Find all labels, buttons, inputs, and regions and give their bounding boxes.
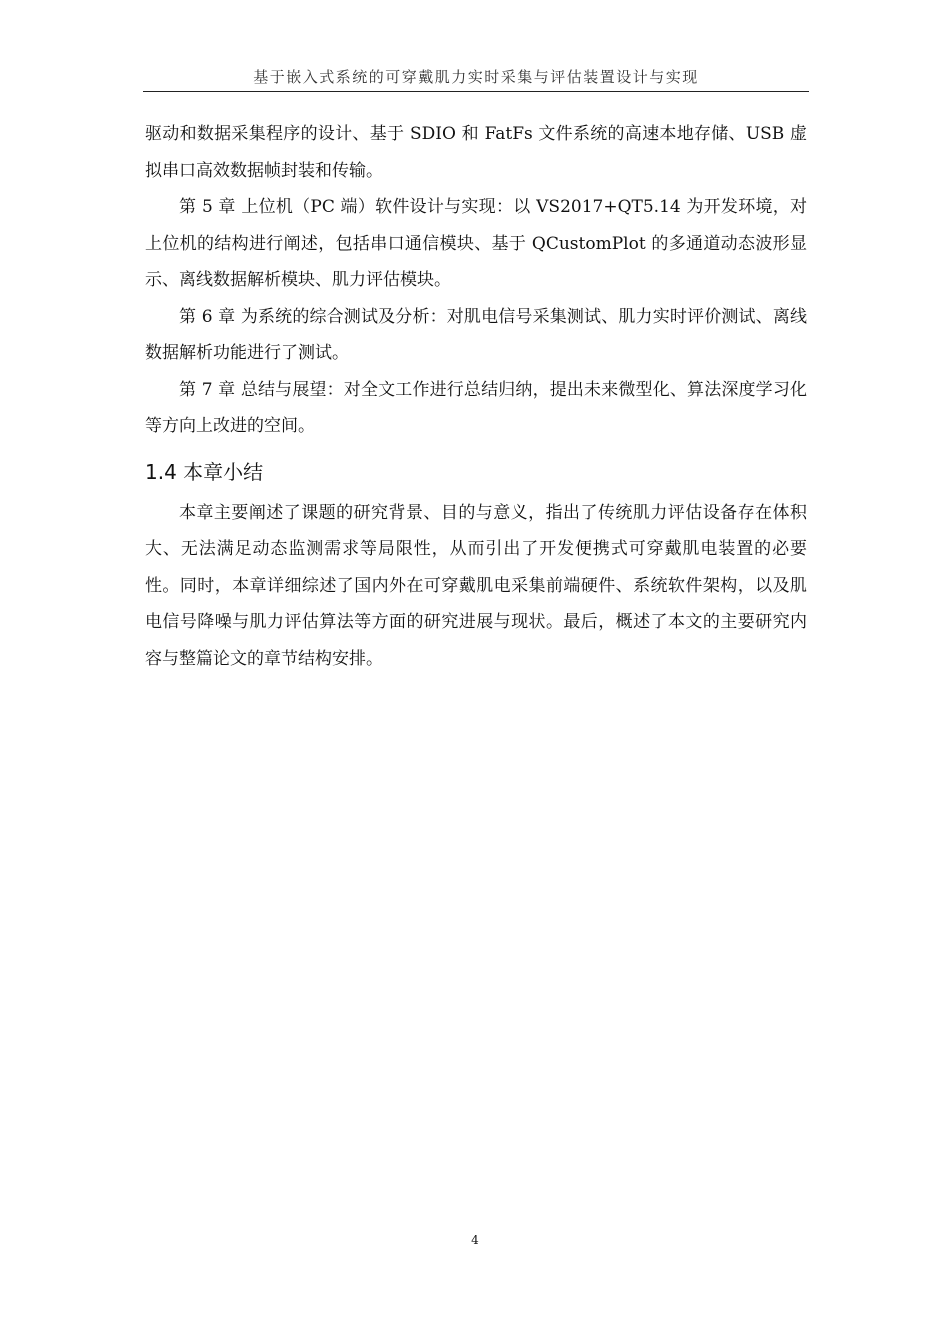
paragraph-chapter-6: 第 6 章 为系统的综合测试及分析：对肌电信号采集测试、肌力实时评价测试、离线数据解析功能进行了测试。: [145, 306, 807, 363]
paragraph-summary: 本章主要阐述了课题的研究背景、目的与意义，指出了传统肌力评估设备存在体积大、无法满足动态监测需求等局限性，从而引出了开发便携式可穿戴肌电装置的必要性。同时，本章详细综述了国内外在可穿戴肌电采集前端硬件、系统软件架构，以及肌电信号降噪与肌力评估算法等方面的研究进展与现状。最后，概述了本文的主要研究内容与整篇论文的章节结构安排。: [145, 502, 807, 669]
paragraph-chapter-5: 第 5 章 上位机（PC 端）软件设计与实现：以 VS2017+QT5.14 为开发环境，对上位机的结构进行阐述，包括串口通信模块、基于 QCustomPlot 的多通道动态波形显示、离线数据解析模块、肌力评估模块。: [145, 197, 807, 290]
section-heading: 1.4 本章小结: [145, 459, 264, 484]
header-rule: [143, 91, 809, 92]
running-header: 基于嵌入式系统的可穿戴肌力实时采集与评估装置设计与实现: [253, 68, 699, 86]
body-text: [145, 116, 807, 677]
paragraph-continuation: 驱动和数据采集程序的设计、基于 SDIO 和 FatFs 文件系统的高速本地存储、USB 虚拟串口高效数据帧封装和传输。: [145, 124, 807, 181]
page-number: 4: [471, 1233, 479, 1247]
paragraph-chapter-7: 第 7 章 总结与展望：对全文工作进行总结归纳，提出未来微型化、算法深度学习化等方向上改进的空间。: [145, 379, 807, 436]
